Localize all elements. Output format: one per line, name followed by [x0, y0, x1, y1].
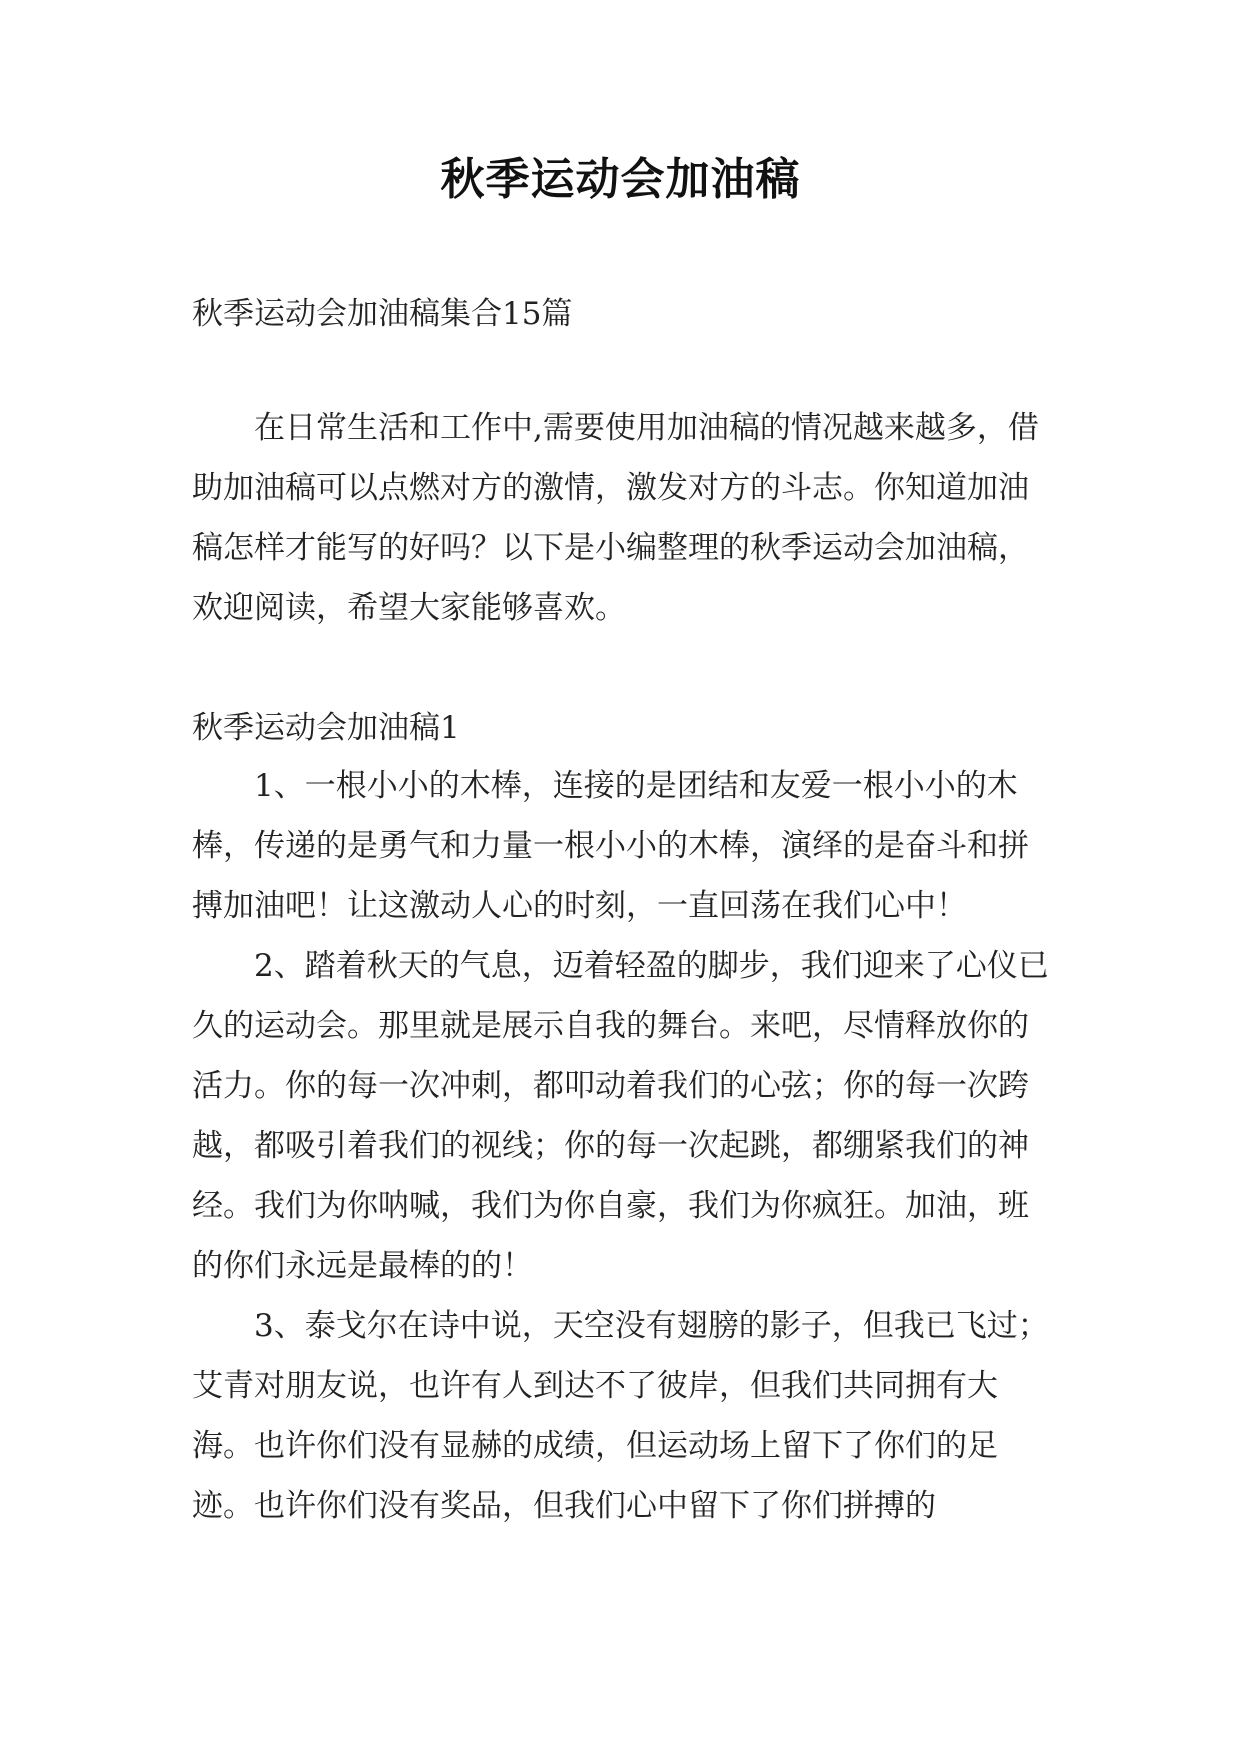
list-item: 2、踏着秋天的气息，迈着轻盈的脚步，我们迎来了心仪已久的运动会。那里就是展示自我的舞台。来吧，尽情释放你的活力。你的每一次冲刺，都叩动着我们的心弦；你的每一次跨越，都吸引着我们的视线；你的每一次起跳，都绷紧我们的神经。我们为你呐喊，我们为你自豪，我们为你疯狂。加油，班的你们永远是最棒的的！	[192, 948, 1049, 1284]
intro-paragraph: 在日常生活和工作中,需要使用加油稿的情况越来越多，借助加油稿可以点燃对方的激情，激发对方的斗志。你知道加油稿怎样才能写的好吗？以下是小编整理的秋季运动会加油稿，欢迎阅读，希望大家能够喜欢。	[192, 410, 1039, 626]
collection-title: 秋季运动会加油稿集合15篇	[192, 296, 573, 332]
section-heading: 秋季运动会加油稿1	[192, 710, 460, 746]
item-list	[192, 756, 1054, 1536]
list-item: 1、一根小小的木棒，连接的是团结和友爱一根小小的木棒，传递的是勇气和力量一根小小的木棒，演绎的是奋斗和拼搏加油吧！让这激动人心的时刻，一直回荡在我们心中！	[192, 768, 1029, 924]
list-item: 3、泰戈尔在诗中说，天空没有翅膀的影子，但我已飞过；艾青对朋友说，也许有人到达不了彼岸，但我们共同拥有大海。也许你们没有显赫的成绩，但运动场上留下了你们的足迹。也许你们没有奖品，但我们心中留下了你们拼搏的	[192, 1308, 1049, 1524]
document-title: 秋季运动会加油稿	[440, 154, 801, 205]
